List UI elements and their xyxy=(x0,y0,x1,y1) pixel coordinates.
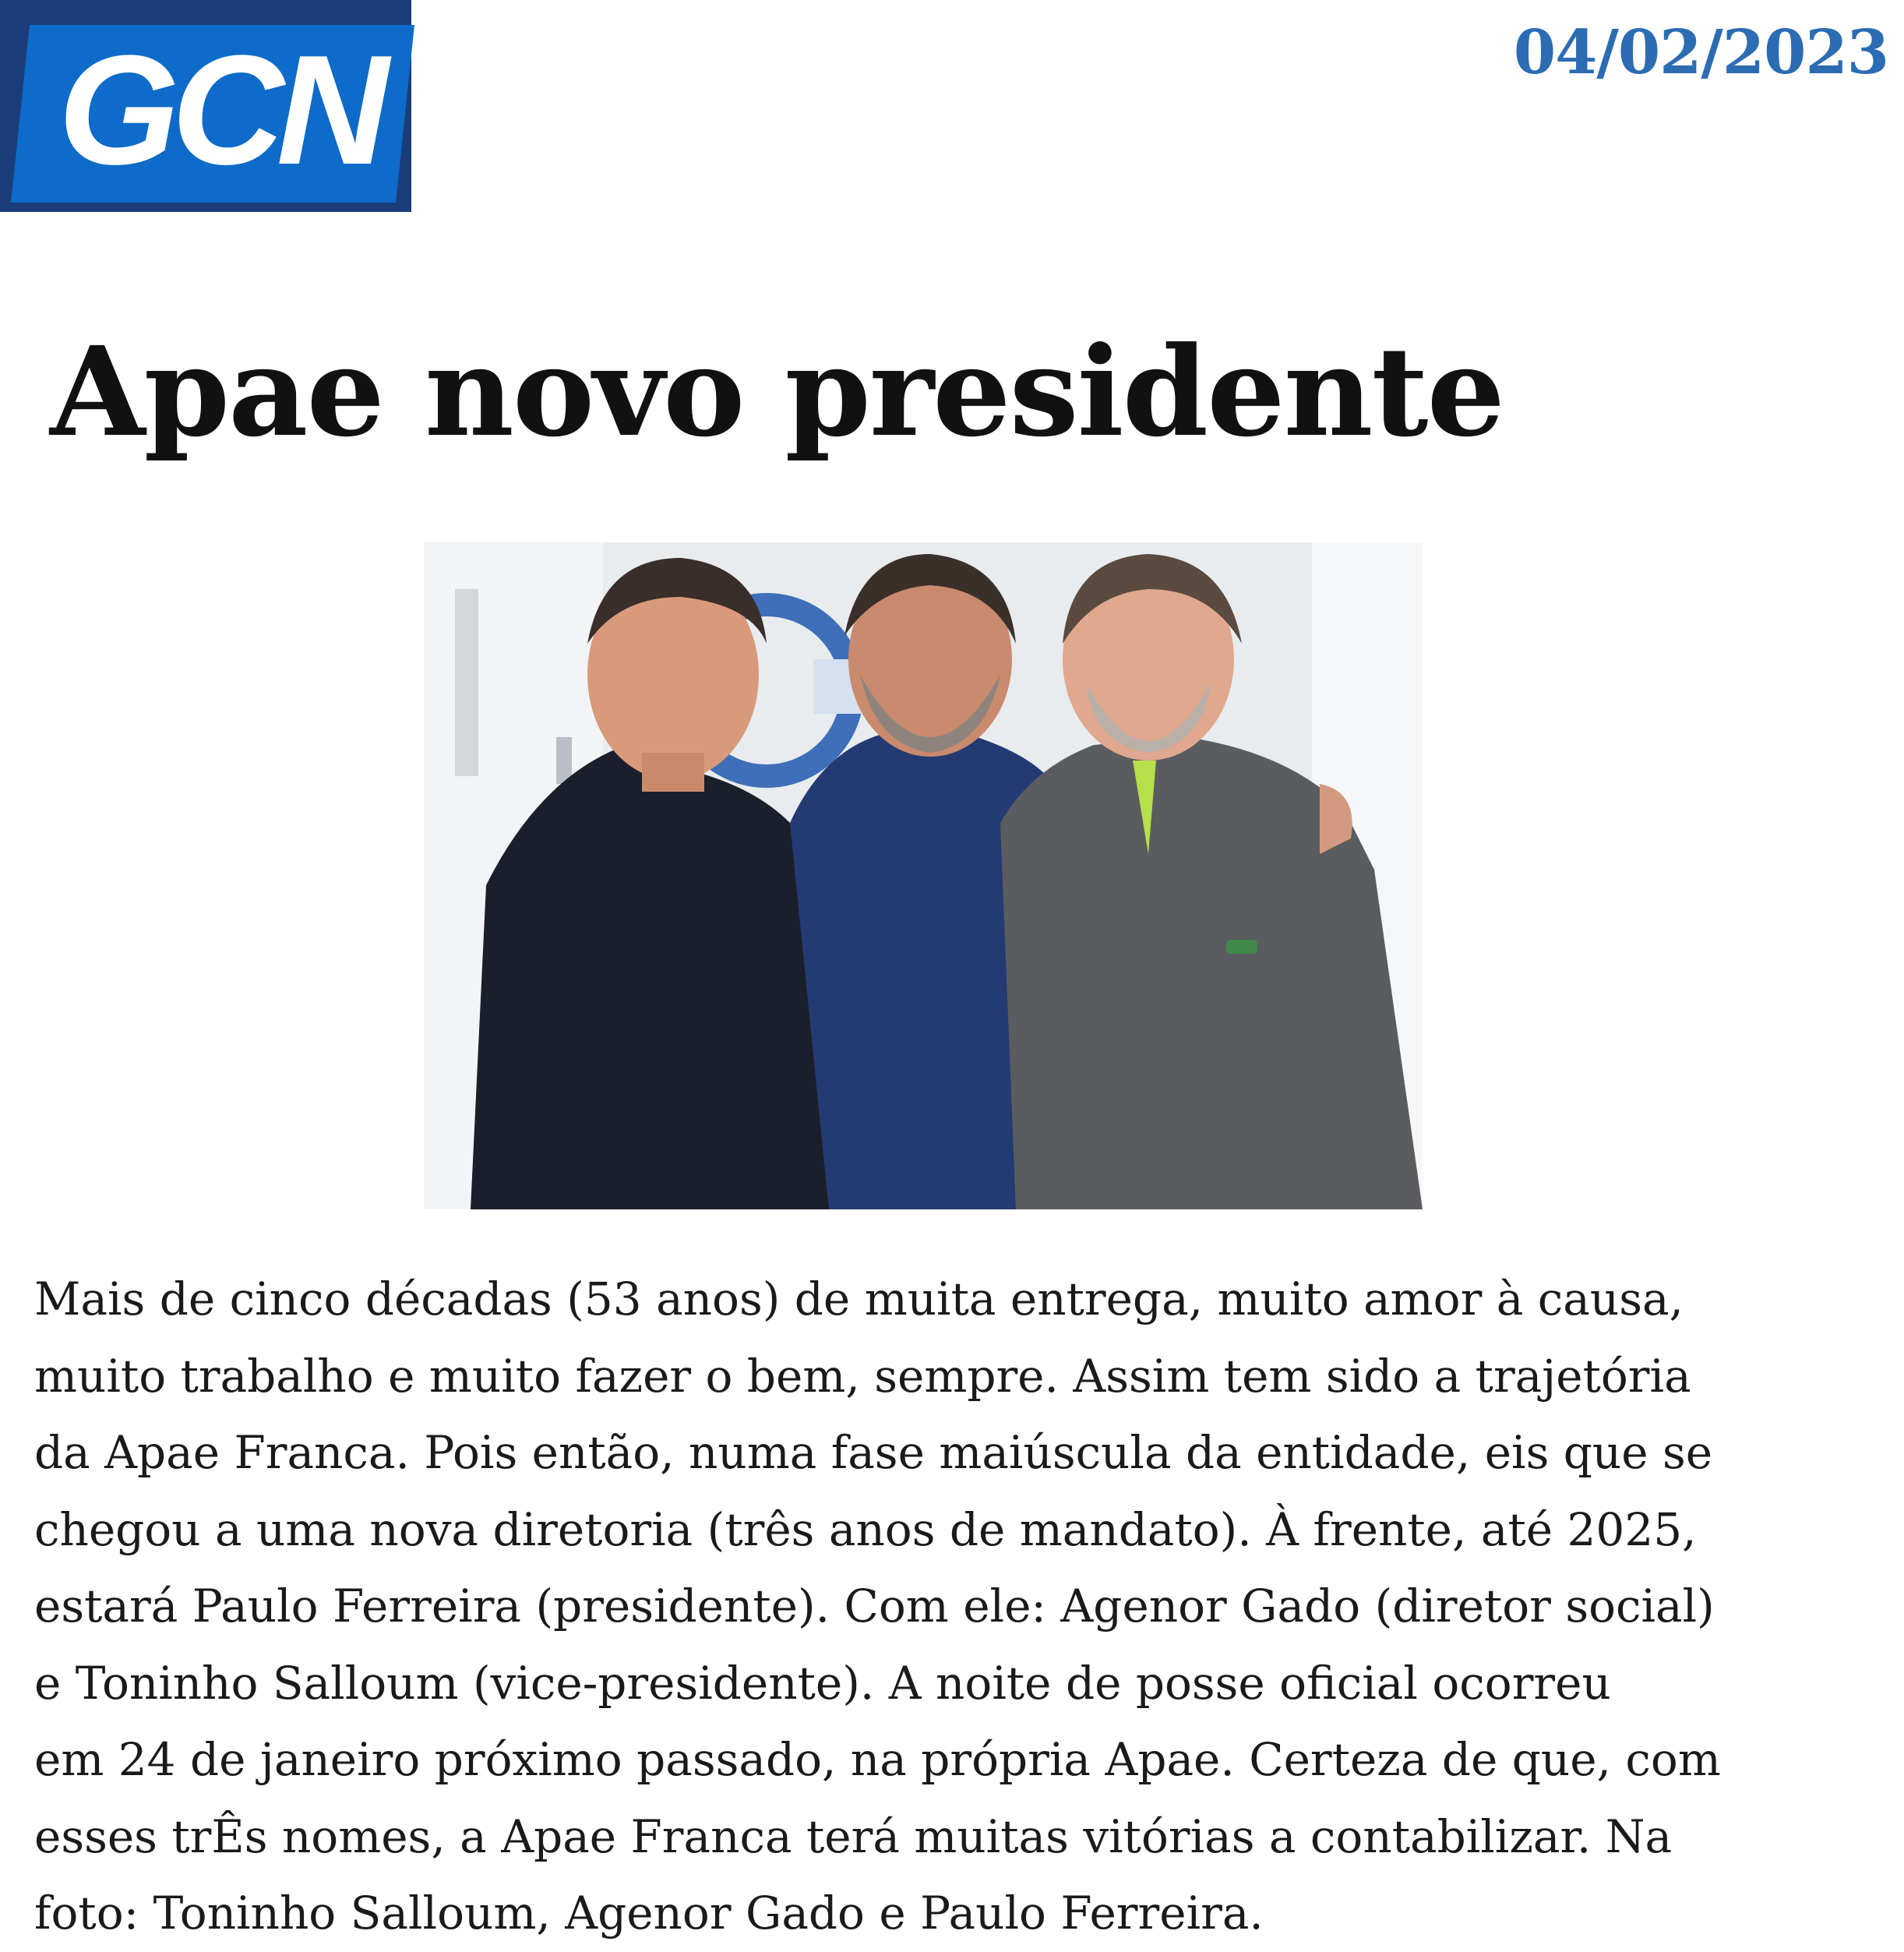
body-line: foto: Toninho Salloum, Agenor Gado e Paulo Ferreira. xyxy=(34,1887,1264,1940)
body-line: estará Paulo Ferreira (presidente). Com ele: Agenor Gado (diretor social) xyxy=(34,1580,1715,1633)
group-photo-icon xyxy=(424,542,1423,1209)
gcn-logo[interactable] xyxy=(0,0,411,212)
body-line: da Apae Franca. Pois então, numa fase maiúscula da entidade, eis que se xyxy=(34,1426,1713,1479)
logo-text: GCN xyxy=(58,23,382,197)
body-line: esses trÊs nomes, a Apae Franca terá muitas vitórias a contabilizar. Na xyxy=(34,1809,1673,1863)
publication-date: 04/02/2023 xyxy=(1513,17,1888,88)
article-photo xyxy=(424,542,1423,1209)
body-line: e Toninho Salloum (vice-presidente). A noite de posse oficial ocorreu xyxy=(34,1656,1611,1710)
body-line: Mais de cinco décadas (53 anos) de muita entrega, muito amor à causa, xyxy=(34,1273,1684,1325)
body-line: em 24 de janeiro próximo passado, na própria Apae. Certeza de que, com xyxy=(34,1733,1721,1786)
body-line: muito trabalho e muito fazer o bem, sempre. Assim tem sido a trajetória xyxy=(34,1349,1691,1403)
article-body xyxy=(34,1261,1881,1952)
article-headline: Apae novo presidente xyxy=(50,320,1504,464)
body-line: chegou a uma nova diretoria (três anos de mandato). À frente, até 2025, xyxy=(34,1502,1697,1556)
